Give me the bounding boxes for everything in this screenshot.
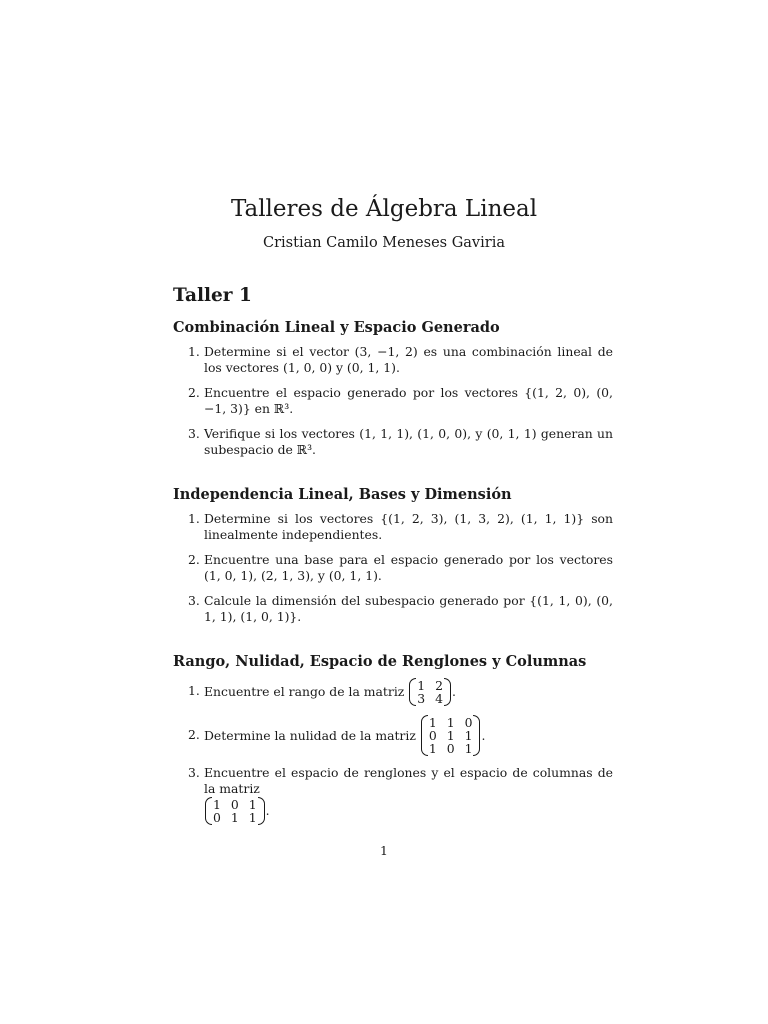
matrix: [409, 678, 451, 706]
subsection-title: Combinación Lineal y Espacio Generado: [173, 319, 500, 336]
exercise-number: 1.: [188, 344, 200, 359]
exercise-suffix: .: [265, 803, 270, 818]
matrix-entry: 1: [428, 715, 437, 730]
right-paren: [258, 797, 265, 825]
document-title: Talleres de Álgebra Lineal: [230, 196, 538, 222]
exercise-list: [173, 344, 613, 458]
right-paren: [444, 678, 451, 706]
matrix-grid: [212, 797, 258, 825]
document-author: Cristian Camilo Meneses Gaviria: [263, 235, 505, 251]
matrix-entry: 0: [446, 741, 455, 756]
exercise-number: 1.: [188, 683, 200, 698]
exercise-number: 3.: [188, 426, 200, 441]
left-paren: [409, 678, 416, 706]
matrix-entry: 2: [435, 678, 444, 693]
page-number: 1: [380, 843, 388, 858]
exercise-item: [173, 593, 613, 625]
matrix-entry: 1: [248, 810, 257, 825]
matrix-entry: 0: [464, 715, 473, 730]
left-paren: [205, 797, 212, 825]
matrix-entry: 1: [213, 797, 221, 812]
exercise-suffix: .: [452, 684, 456, 699]
exercise-number: 2.: [188, 727, 200, 742]
subsection-title: Rango, Nulidad, Espacio de Renglones y Columnas: [173, 653, 587, 670]
exercise-text: Encuentre el espacio generado por los vectores {(1, 2, 0), (0, −1, 3)} en ℝ³.: [204, 385, 613, 416]
matrix-entry: 1: [428, 741, 437, 756]
exercise-number: 2.: [188, 385, 200, 400]
exercise-list: [173, 511, 613, 625]
exercise-item: [173, 385, 613, 417]
exercise-number: 3.: [188, 593, 200, 608]
matrix-entry: 1: [417, 678, 426, 693]
exercise-item: [173, 511, 613, 543]
exercise-text: Determine la nulidad de la matriz: [204, 727, 416, 743]
exercise-text: Calcule la dimensión del subespacio generado por {(1, 1, 0), (0, 1, 1), (1, 0, 1)}.: [204, 593, 613, 624]
exercise-text: Verifique si los vectores (1, 1, 1), (1, 0, 0), y (0, 1, 1) generan un subespacio de ℝ³.: [204, 426, 613, 457]
matrix-entry: 0: [213, 810, 221, 825]
exercise-item: [173, 715, 613, 756]
exercise-number: 2.: [188, 552, 200, 567]
exercise-item: [173, 426, 613, 458]
matrix: [205, 797, 265, 825]
left-paren: [421, 715, 428, 756]
exercise-list: [173, 678, 613, 825]
exercise-item: [173, 678, 613, 706]
subsection-title: Independencia Lineal, Bases y Dimensión: [173, 486, 512, 503]
matrix-entry: 4: [435, 691, 444, 706]
exercise-item: [173, 552, 613, 584]
exercise-text: Determine si los vectores {(1, 2, 3), (1, 3, 2), (1, 1, 1)} son linealmente independientes.: [204, 511, 613, 542]
document-body: [173, 284, 613, 834]
matrix-entry: 1: [230, 810, 239, 825]
exercise-text: Encuentre el espacio de renglones y el espacio de columnas de la matriz: [204, 765, 613, 796]
section-title: Taller 1: [173, 285, 252, 306]
exercise-item: [173, 765, 613, 825]
exercise-suffix: .: [481, 727, 486, 743]
matrix-entry: 1: [248, 797, 257, 812]
matrix-entry: 1: [464, 741, 473, 756]
right-paren: [473, 715, 480, 756]
exercise-text: Encuentre el rango de la matriz: [204, 684, 405, 699]
exercise-number: 1.: [188, 511, 200, 526]
matrix-entry: 3: [417, 691, 426, 706]
matrix-entry: 1: [446, 728, 455, 743]
exercise-text: Determine si el vector (3, −1, 2) es una combinación lineal de los vectores (1, 0, 0) y (0, 1, 1).: [204, 344, 613, 375]
exercise-item: [173, 344, 613, 376]
matrix-entry: 1: [446, 715, 455, 730]
matrix-entry: 0: [230, 797, 239, 812]
matrix: [421, 715, 481, 756]
matrix-grid: [428, 715, 474, 756]
matrix-grid: [416, 678, 444, 706]
exercise-text: Encuentre una base para el espacio generado por los vectores (1, 0, 1), (2, 1, 3), y (0, 1, 1).: [204, 552, 613, 583]
matrix-entry: 0: [428, 728, 437, 743]
exercise-number: 3.: [188, 765, 200, 780]
matrix-entry: 1: [464, 728, 473, 743]
